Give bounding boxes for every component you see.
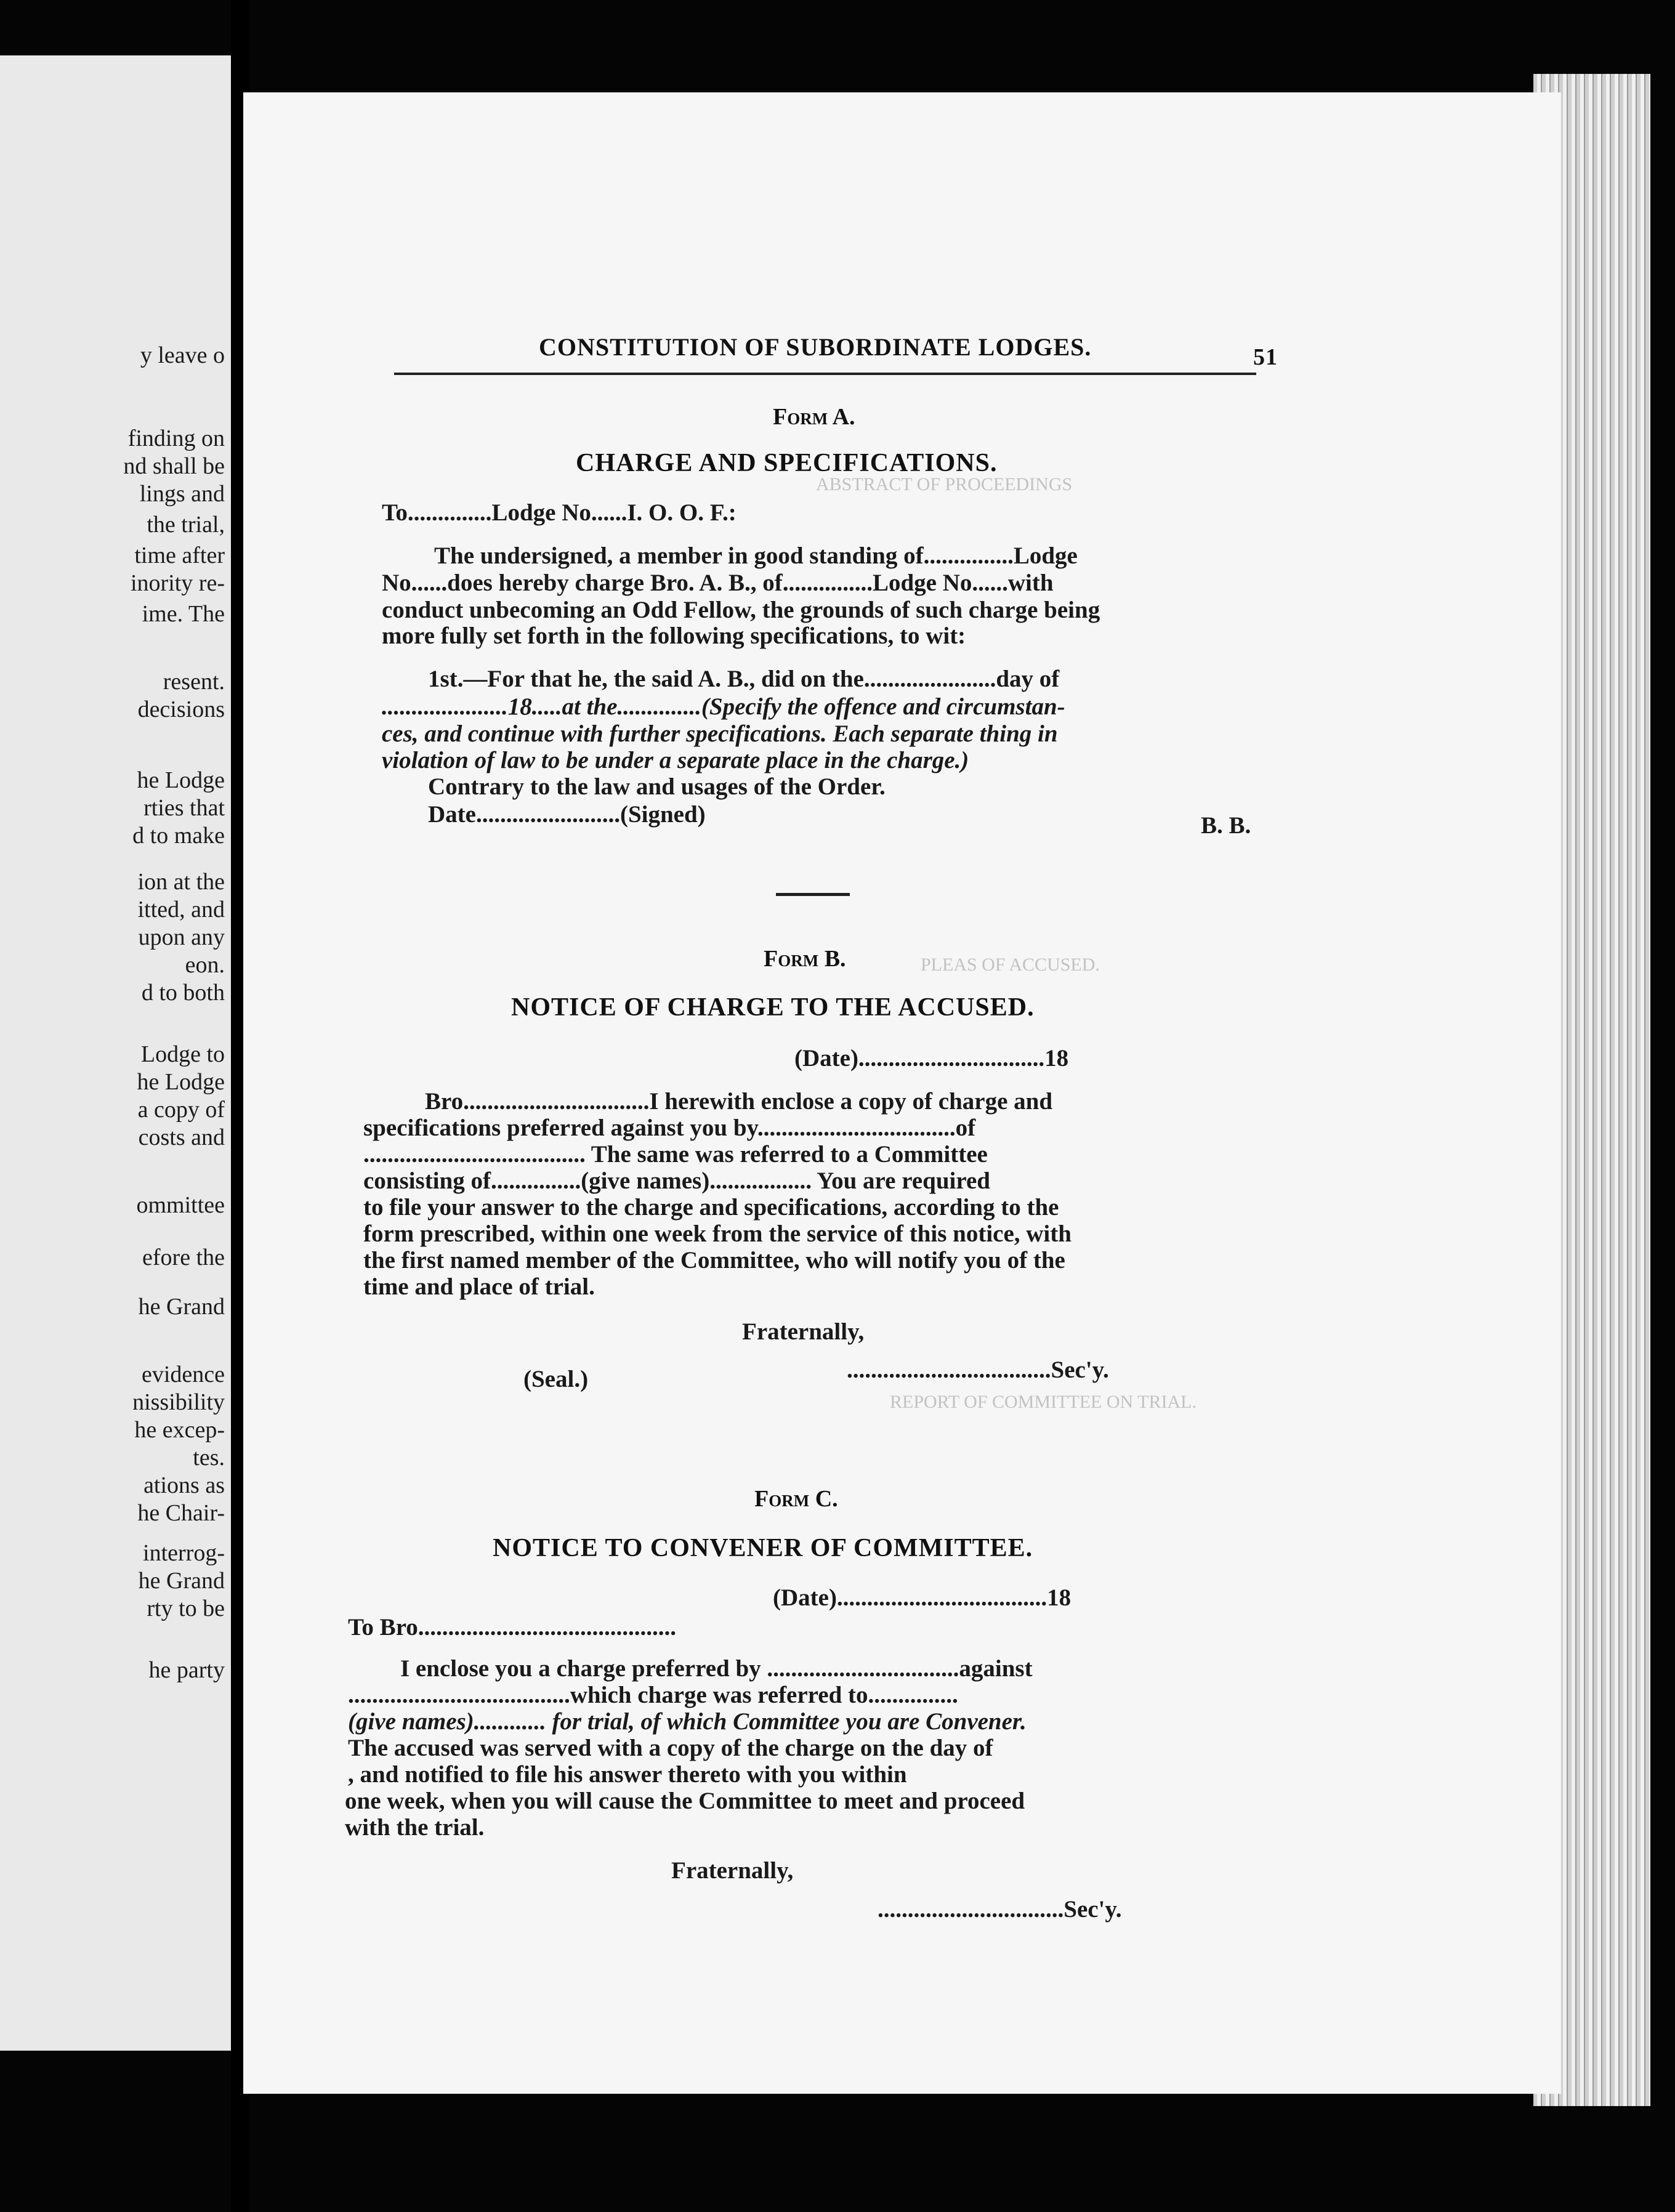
form-b-line: Bro...............................I herewith enclose a copy of charge and [425, 1088, 1053, 1115]
left-page-text-fragment: nd shall be [123, 453, 225, 479]
left-page-text-fragment: he Lodge [137, 767, 225, 793]
form-a-line: No......does hereby charge Bro. A. B., of...............Lodge No......with [382, 570, 1054, 596]
left-page-text-fragment: he party [148, 1657, 225, 1683]
form-a-line: ces, and continue with further specifications. Each separate thing in [382, 721, 1058, 747]
form-b-title: NOTICE OF CHARGE TO THE ACCUSED. [511, 993, 1035, 1022]
left-page-text-fragment: finding on [127, 426, 225, 451]
form-b-closing: Fraternally, [742, 1318, 865, 1345]
left-page-text-fragment: y leave o [140, 342, 225, 368]
bleed-through-text: ABSTRACT OF PROCEEDINGS [816, 474, 1073, 494]
form-b-secretary: ..................................Sec'y. [847, 1357, 1109, 1383]
bleed-through-text: PLEAS OF ACCUSED. [921, 955, 1100, 975]
form-c-line: , and notified to file his answer thereto with you within [348, 1761, 907, 1788]
left-page-text-fragment: the trial, [147, 512, 225, 538]
left-page-text-fragment: a copy of [137, 1097, 225, 1123]
left-page-text-fragment: ion at the [137, 869, 225, 895]
left-page-text-fragment: tes. [193, 1445, 225, 1471]
form-a-line: Date........................(Signed) [428, 801, 706, 828]
left-page-text-fragment: Lodge to [140, 1041, 225, 1067]
section-divider [776, 893, 850, 896]
left-page-text-fragment: costs and [138, 1124, 225, 1150]
left-page-text-fragment: interrog- [143, 1540, 225, 1566]
form-a-line: To..............Lodge No......I. O. O. F.: [382, 499, 737, 526]
running-header-title: CONSTITUTION OF SUBORDINATE LODGES. [539, 333, 1092, 361]
left-page-text-fragment: ime. The [142, 601, 225, 627]
left-page-text-fragment: itted, and [137, 897, 225, 922]
form-c-line: with the trial. [345, 1814, 485, 1841]
left-page-text-fragment: rty to be [147, 1596, 225, 1621]
left-page-text-fragment: he Grand [138, 1568, 225, 1594]
form-a-title: CHARGE AND SPECIFICATIONS. [576, 449, 998, 477]
left-page-text-fragment: rties that [143, 795, 225, 821]
form-b-line: the first named member of the Committee, who will notify you of the [363, 1247, 1065, 1274]
form-a-line: conduct unbecoming an Odd Fellow, the grounds of such charge being [382, 597, 1100, 623]
form-c-secretary: ...............................Sec'y. [878, 1896, 1122, 1923]
form-a-signature: B. B. [1201, 812, 1251, 839]
form-c-line: (give names)............ for trial, of which Committee you are Convener. [348, 1708, 1027, 1735]
left-page-text-fragment: d to make [132, 823, 225, 849]
left-page-text-fragment: ations as [143, 1472, 225, 1498]
form-a-line: The undersigned, a member in good standing of...............Lodge [434, 543, 1078, 569]
form-c-closing: Fraternally, [671, 1857, 794, 1884]
form-c-line: To Bro........................................... [348, 1614, 677, 1641]
form-c-date-line: (Date)...................................18 [773, 1584, 1072, 1611]
main-page [243, 92, 1561, 2094]
left-page-text-fragment: upon any [138, 924, 225, 950]
form-a-line: more fully set forth in the following specifications, to wit: [382, 623, 966, 649]
form-c-line: The accused was served with a copy of the charge on the day of [348, 1735, 993, 1761]
form-a-label: Form A. [773, 404, 855, 430]
left-page-text-fragment: he Grand [138, 1294, 225, 1320]
form-c-label: Form C. [754, 1486, 838, 1512]
left-page-text-fragment: evidence [141, 1362, 225, 1387]
form-b-line: consisting of...............(give names)................. You are required [363, 1168, 990, 1194]
form-b-line: ..................................... The same was referred to a Committee [363, 1141, 988, 1168]
left-page-text-fragment: nissibility [132, 1389, 225, 1415]
left-page-text-fragment: d to both [141, 980, 225, 1006]
left-page-text-fragment: efore the [142, 1245, 225, 1270]
form-a-line: 1st.—For that he, the said A. B., did on the......................day of [428, 666, 1060, 692]
header-rule [394, 373, 1256, 375]
left-page-text-fragment: eon. [185, 952, 225, 978]
form-c-title: NOTICE TO CONVENER OF COMMITTEE. [493, 1534, 1033, 1562]
form-a-line: violation of law to be under a separate place in the charge.) [382, 747, 969, 773]
form-a-line: Contrary to the law and usages of the Order. [428, 773, 886, 800]
form-b-line: to file your answer to the charge and specifications, according to the [363, 1194, 1059, 1221]
left-page-text-fragment: lings and [139, 481, 225, 507]
form-c-line: .....................................which charge was referred to............... [348, 1682, 958, 1708]
left-page-text-fragment: resent. [163, 669, 225, 695]
bleed-through-text: REPORT OF COMMITTEE ON TRIAL. [890, 1392, 1197, 1412]
left-page-text-fragment: he excep- [134, 1417, 225, 1443]
page-number: 51 [1253, 344, 1278, 370]
left-page-text-fragment: time after [134, 543, 225, 568]
left-page-text-fragment: decisions [137, 696, 225, 722]
form-b-line: form prescribed, within one week from the service of this notice, with [363, 1221, 1072, 1247]
left-facing-page [0, 55, 231, 2051]
form-b-line: time and place of trial. [363, 1274, 595, 1300]
left-page-text-fragment: inority re- [130, 570, 225, 596]
form-b-label: Form B. [764, 946, 846, 972]
form-b-seal: (Seal.) [523, 1366, 589, 1392]
left-page-text-fragment: ommittee [136, 1192, 225, 1218]
form-b-line: specifications preferred against you by.................................of [363, 1115, 976, 1141]
left-page-text-fragment: he Chair- [137, 1500, 225, 1526]
left-page-text-fragment: he Lodge [137, 1069, 225, 1095]
form-b-date-line: (Date)...............................18 [794, 1045, 1069, 1072]
form-a-line: .....................18.....at the..............(Specify the offence and circumstan- [382, 693, 1065, 720]
form-c-line: I enclose you a charge preferred by ................................against [400, 1655, 1033, 1682]
form-c-line: one week, when you will cause the Committee to meet and proceed [345, 1788, 1025, 1814]
